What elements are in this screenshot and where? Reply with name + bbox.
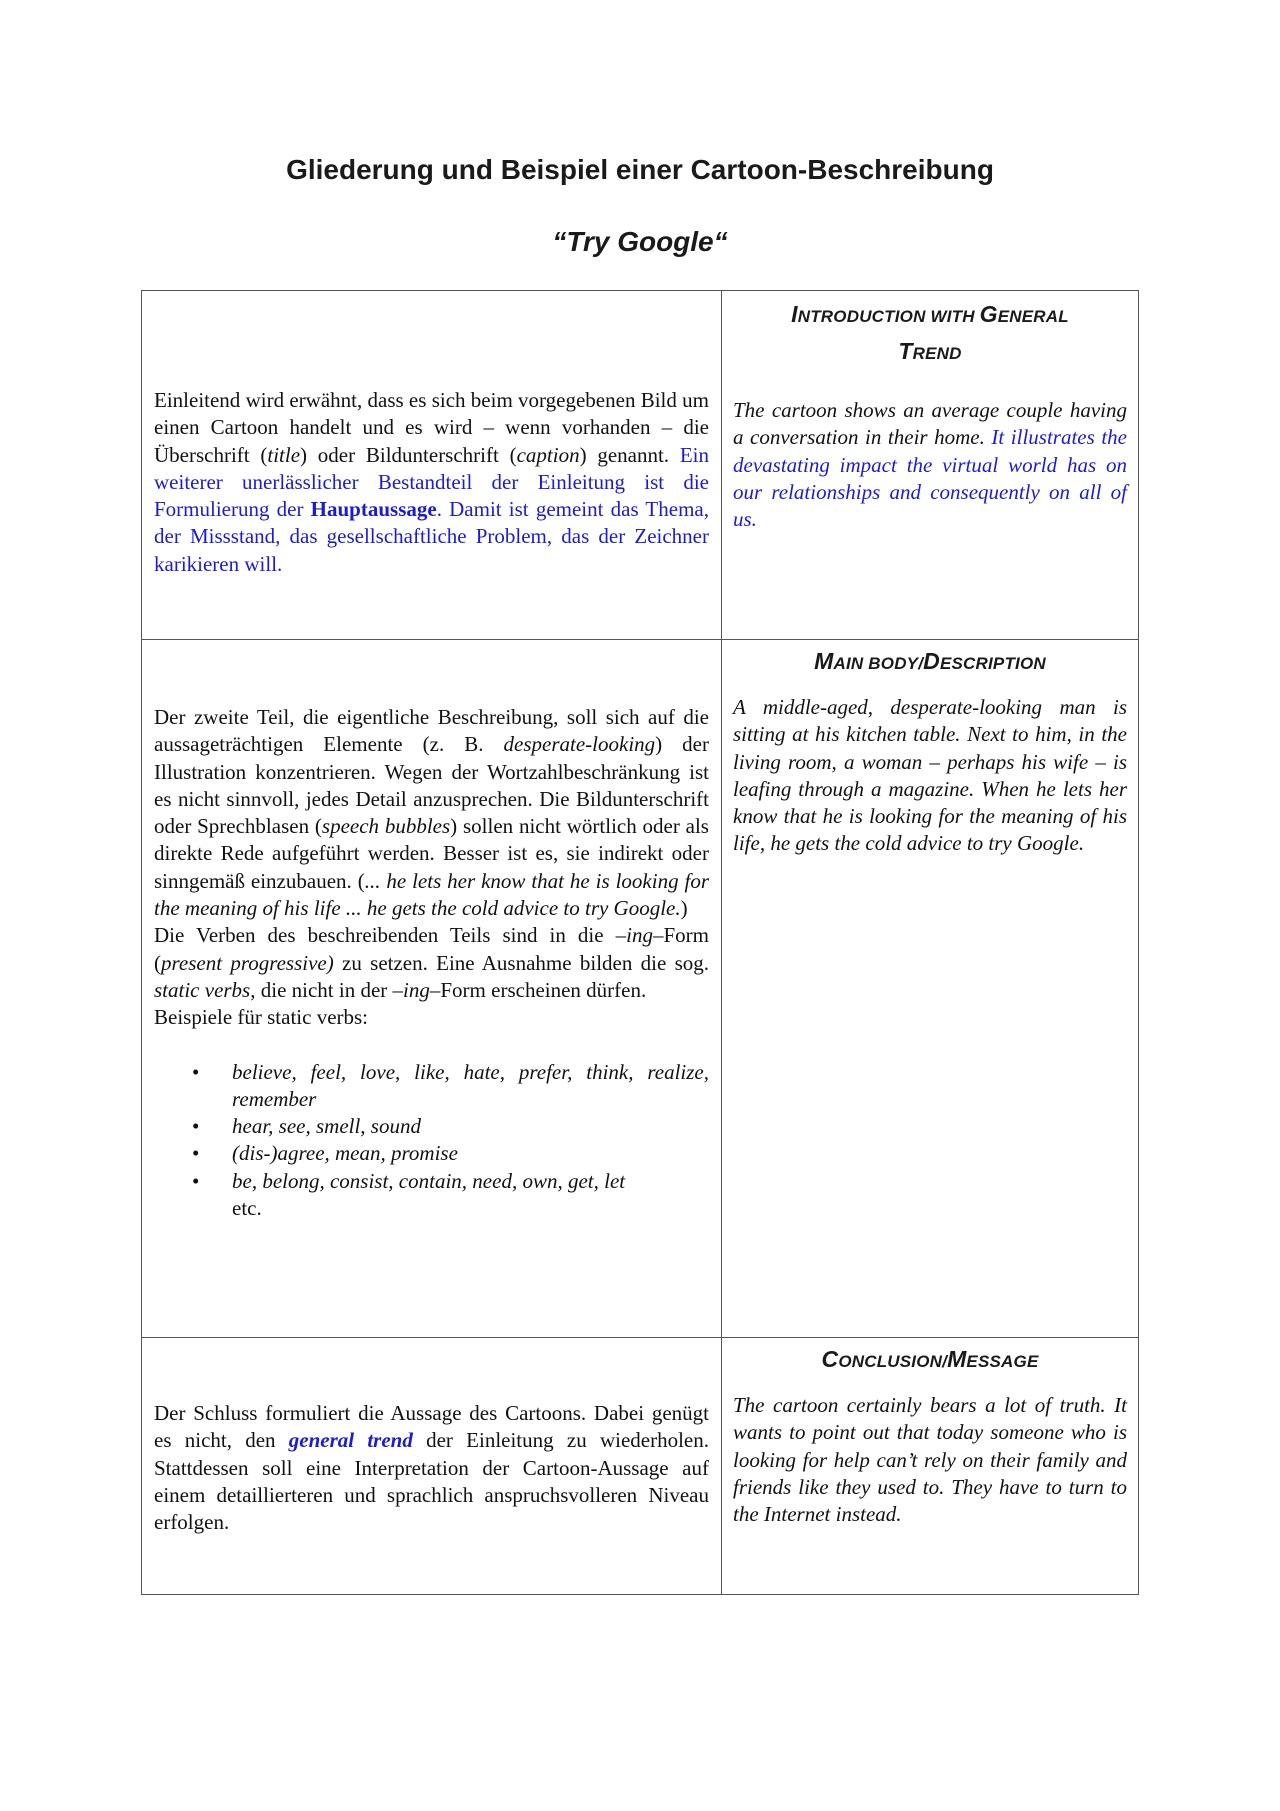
- main-body-verbs-paragraph: Die Verben des beschreibenden Teils sind in die –ing–Form (present progressive) zu setzen. Eine Ausnahme bilden die sog. static verbs, die nicht in der –ing–Form erscheinen dürfen.: [154, 923, 709, 1002]
- conclusion-heading: CONCLUSION/MESSAGE: [821, 1346, 1039, 1372]
- list-item: • (dis-)agree, mean, promise: [192, 1141, 458, 1166]
- introduction-instructions-cell: [142, 291, 722, 639]
- conclusion-instructions-cell: [142, 1338, 722, 1594]
- introduction-instructions-text: Einleitend wird erwähnt, dass es sich beim vorgegebenen Bild um einen Cartoon handelt und es wird – wenn vorhanden – die Überschrift (title) oder Bildunterschrift (caption) genannt. Ein weiterer unerlässlicher Bestandteil der Einleitung ist die Formulierung der Hauptaussage. Damit ist gemeint das Thema, der Missstand, das gesellschaftliche Problem, das der Zeichner karikieren will.: [154, 388, 709, 576]
- main-body-instructions-text: Der zweite Teil, die eigentliche Beschreibung, soll sich auf die aussageträchtigen Elemente (z. B. desperate-looking) der Illustration konzentrieren. Wegen der Wortzahlbeschränkung ist es nicht sinnvoll, jedes Detail anzusprechen. Die Bildunterschrift oder Sprechblasen (speech bubbles) sollen nicht wörtlich oder als direkte Rede aufgeführt werden. Besser ist es, sie indirekt oder sinngemäß einzubauen. (... he lets her know that he is looking for the meaning of his life ... he gets the cold advice to try Google.): [154, 705, 710, 921]
- introduction-example-cell: [722, 291, 1138, 639]
- static-verbs-list: [154, 1059, 709, 1195]
- highlight-hauptaussage: Hauptaussage: [310, 497, 437, 522]
- table-row-introduction: [142, 291, 1138, 639]
- outline-table: [141, 290, 1139, 1595]
- static-verbs-etc: etc.: [232, 1196, 262, 1221]
- main-body-heading: MAIN BODY/DESCRIPTION: [814, 648, 1046, 674]
- main-body-example-text: A middle-aged, desperate-looking man is sitting at his kitchen table. Next to him, in the living room, a woman – perhaps his wife – is leafing through a magazine. When he lets her know that he is looking for the meaning of his life, he gets the cold advice to try Google.: [733, 695, 1127, 856]
- table-row-conclusion: [142, 1337, 1138, 1594]
- main-body-example-cell: [722, 640, 1138, 1337]
- list-item: • hear, see, smell, sound: [192, 1114, 421, 1139]
- page-subtitle: “Try Google“: [552, 226, 728, 257]
- conclusion-example-text: The cartoon certainly bears a lot of truth. It wants to point out that today someone who is looking for help can’t rely on their family and friends like they used to. They have to turn to the Internet instead.: [733, 1393, 1127, 1527]
- list-item: • believe, feel, love, like, hate, prefer, think, realize, remember: [192, 1059, 709, 1111]
- conclusion-instructions-text: Der Schluss formuliert die Aussage des Cartoons. Dabei genügt es nicht, den general trend der Einleitung zu wiederholen. Stattdessen soll eine Interpretation der Cartoon-Aussage auf einem detaillierteren und sprachlich anspruchsvolleren Niveau erfolgen.: [154, 1401, 709, 1535]
- highlight-general-trend: general trend: [288, 1428, 413, 1453]
- static-verbs-intro: Beispiele für static verbs:: [154, 1005, 369, 1030]
- table-row-main-body: [142, 639, 1138, 1337]
- introduction-example-text: The cartoon shows an average couple having a conversation in their home. It illustrates the devastating impact the virtual world has on our relationships and consequently on all of us.: [733, 398, 1127, 532]
- conclusion-example-cell: [722, 1338, 1138, 1594]
- page-title: Gliederung und Beispiel einer Cartoon-Beschreibung: [286, 154, 994, 185]
- list-item: • be, belong, consist, contain, need, own, get, let: [192, 1168, 626, 1193]
- introduction-heading: INTRODUCTION WITH GENERAL TREND: [791, 301, 1069, 364]
- main-body-instructions-cell: [142, 640, 722, 1337]
